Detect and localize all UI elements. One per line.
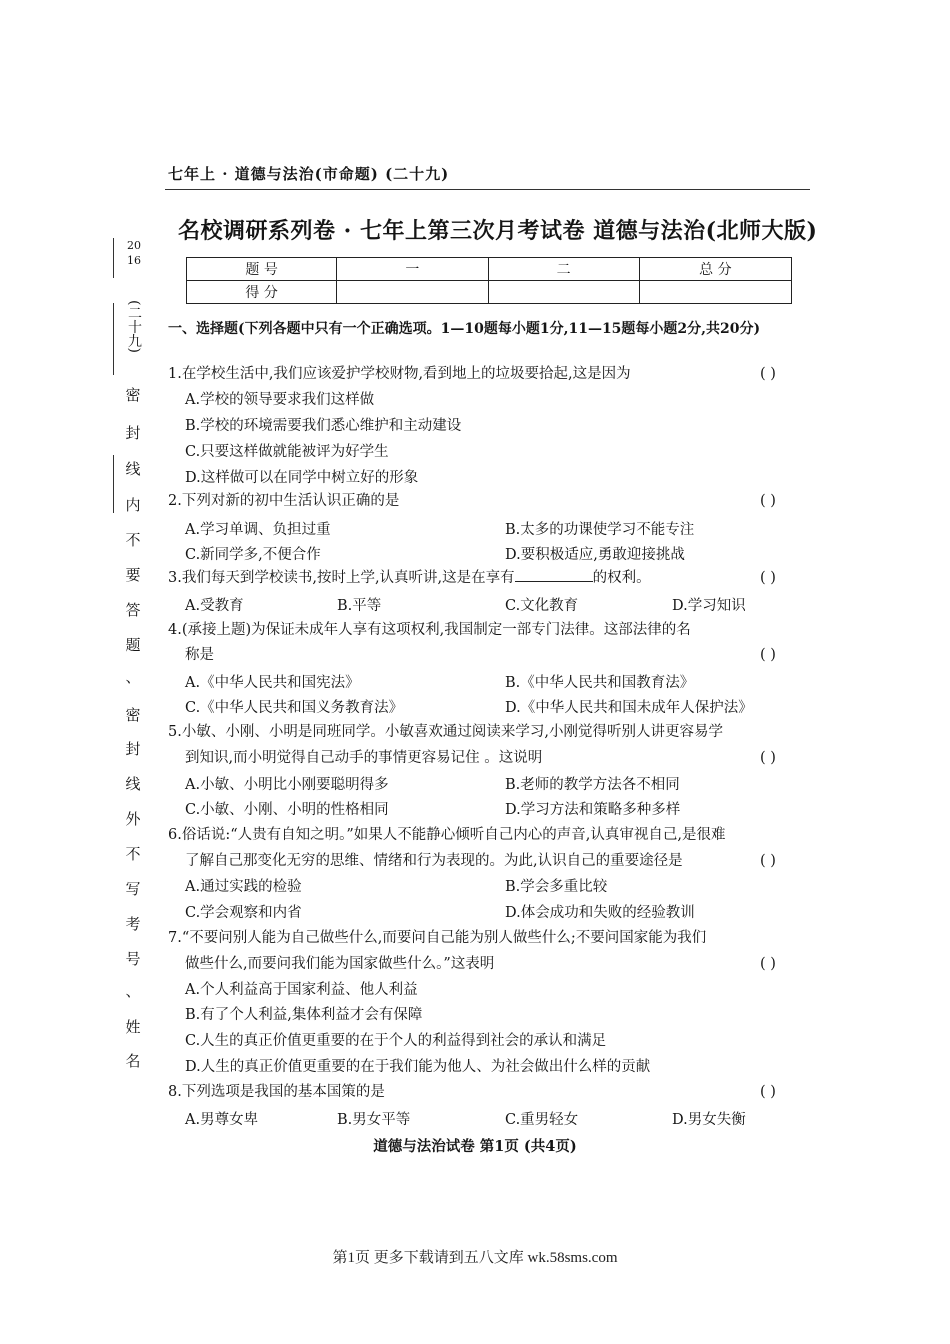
side-char: 姓 [125, 1018, 141, 1036]
stem-text: 的权利。 [592, 570, 651, 586]
side-char: 不 [125, 531, 141, 549]
side-char: 封 [125, 424, 141, 442]
score-table-header-row [187, 258, 792, 281]
option-a[interactable]: A.《中华人民共和国宪法》 [185, 675, 360, 691]
side-char: 答 [125, 601, 141, 619]
side-year: 2016 [127, 239, 141, 267]
question-stem: 8.下列选项是我国的基本国策的是 [168, 1084, 385, 1100]
question-stem: 5.小敏、小刚、小明是同班同学。小敏喜欢通过阅读来学习,小刚觉得听别人讲更容易学 [168, 724, 723, 740]
score-input-cell[interactable] [488, 281, 639, 304]
answer-blank[interactable]: ( ) [760, 853, 776, 869]
answer-blank[interactable]: ( ) [760, 493, 776, 509]
option-c[interactable]: C.新同学多,不便合作 [185, 547, 321, 563]
question-stem-cont: 了解自己那变化无穷的思维、情绪和行为表现的。为此,认识自己的重要途径是 [185, 853, 683, 869]
side-char: 、 [125, 668, 141, 686]
answer-blank[interactable]: ( ) [760, 366, 776, 382]
side-char: 考 [125, 915, 141, 933]
answer-blank[interactable]: ( ) [760, 956, 776, 972]
question-stem: 2.下列对新的初中生活认识正确的是 [168, 493, 400, 509]
question-stem-cont: 到知识,而小明觉得自己动手的事情更容易记住 。这说明 [185, 750, 543, 766]
side-char: 、 [125, 982, 141, 1000]
option-d[interactable]: D.这样做可以在同学中树立好的形象 [185, 470, 419, 486]
option-d[interactable]: D.要积极适应,勇敢迎接挑战 [505, 547, 685, 563]
score-cell: 二 [488, 258, 639, 281]
option-a[interactable]: A.受教育 [185, 598, 244, 614]
score-table [186, 257, 792, 304]
option-c[interactable]: C.人生的真正价值更重要的在于个人的利益得到社会的承认和满足 [185, 1033, 607, 1049]
side-char: 号 [125, 950, 141, 968]
score-cell: 一 [337, 258, 488, 281]
question-stem: 7.“不要问别人能为自己做些什么,而要问自己能为别人做些什么;不要问国家能为我们 [168, 930, 707, 946]
side-char: 不 [125, 845, 141, 863]
answer-blank[interactable]: ( ) [760, 570, 776, 586]
option-c[interactable]: C.《中华人民共和国义务教育法》 [185, 700, 404, 716]
option-b[interactable]: B.学会多重比较 [505, 879, 608, 895]
side-char: 题 [125, 636, 141, 654]
stem-text: 3.我们每天到学校读书,按时上学,认真听讲,这是在享有 [168, 570, 515, 586]
binding-bar [113, 238, 114, 278]
side-char: 密 [125, 706, 141, 724]
section-heading: 一、选择题(下列各题中只有一个正确选项。1—10题每小题1分,11—15题每小题2分,共20分) [168, 321, 761, 337]
score-cell: 得 分 [187, 281, 337, 304]
option-d[interactable]: D.男女失衡 [672, 1112, 746, 1128]
side-char: 封 [125, 740, 141, 758]
download-note: 第1页 更多下载请到五八文库 wk.58sms.com [332, 1250, 618, 1266]
option-c[interactable]: C.只要这样做就能被评为好学生 [185, 444, 389, 460]
option-a[interactable]: A.男尊女卑 [185, 1112, 259, 1128]
option-c[interactable]: C.文化教育 [505, 598, 579, 614]
question-stem-cont: 做些什么,而要问我们能为国家做些什么。”这表明 [185, 956, 495, 972]
answer-blank[interactable]: ( ) [760, 1084, 776, 1100]
answer-blank[interactable]: ( ) [760, 647, 776, 663]
answer-blank[interactable]: ( ) [760, 750, 776, 766]
option-a[interactable]: A.个人利益高于国家利益、他人利益 [185, 982, 418, 998]
side-char: 内 [125, 496, 141, 514]
option-c[interactable]: C.学会观察和内省 [185, 905, 302, 921]
question-stem [168, 566, 651, 591]
option-d[interactable]: D.人生的真正价值更重要的在于我们能为他人、为社会做出什么样的贡献 [185, 1059, 651, 1075]
side-char: 要 [125, 566, 141, 584]
option-b[interactable]: B.《中华人民共和国教育法》 [505, 675, 695, 691]
question-stem-cont: 称是 [185, 647, 214, 663]
option-b[interactable]: B.平等 [337, 598, 382, 614]
score-input-cell[interactable] [639, 281, 791, 304]
option-b[interactable]: B.学校的环境需要我们悉心维护和主动建设 [185, 418, 462, 434]
side-char: 线 [125, 460, 141, 478]
side-char: 外 [125, 810, 141, 828]
side-char: 密 [125, 386, 141, 404]
question-stem: 4.(承接上题)为保证未成年人享有这项权利,我国制定一部专门法律。这部法律的名 [168, 622, 691, 638]
side-number: (二十九) [126, 300, 142, 353]
exam-title: 名校调研系列卷 · 七年上第三次月考试卷 道德与法治(北师大版) [178, 218, 818, 244]
binding-bar [113, 455, 114, 513]
binding-bar [113, 303, 114, 375]
option-d[interactable]: D.《中华人民共和国未成年人保护法》 [505, 700, 753, 716]
option-c[interactable]: C.小敏、小刚、小明的性格相同 [185, 802, 389, 818]
page-footer: 道德与法治试卷 第1页 (共4页) [373, 1138, 577, 1155]
score-cell: 总 分 [639, 258, 791, 281]
option-a[interactable]: A.通过实践的检验 [185, 879, 302, 895]
option-d[interactable]: D.体会成功和失败的经验教训 [505, 905, 695, 921]
option-b[interactable]: B.老师的教学方法各不相同 [505, 777, 680, 793]
option-c[interactable]: C.重男轻女 [505, 1112, 579, 1128]
option-a[interactable]: A.学校的领导要求我们这样做 [185, 392, 375, 408]
option-b[interactable]: B.太多的功课使学习不能专注 [505, 522, 695, 538]
option-d[interactable]: D.学习方法和策略多种多样 [505, 802, 681, 818]
score-cell: 题 号 [187, 258, 337, 281]
fill-blank[interactable] [515, 567, 593, 582]
side-char: 名 [125, 1052, 141, 1070]
option-a[interactable]: A.小敏、小明比小刚要聪明得多 [185, 777, 389, 793]
question-stem: 1.在学校生活中,我们应该爱护学校财物,看到地上的垃圾要拾起,这是因为 [168, 366, 631, 382]
option-d[interactable]: D.学习知识 [672, 598, 746, 614]
header-divider [165, 189, 810, 190]
option-a[interactable]: A.学习单调、负担过重 [185, 522, 331, 538]
side-char: 写 [125, 880, 141, 898]
score-input-cell[interactable] [337, 281, 488, 304]
question-stem: 6.俗话说:“人贵有自知之明。”如果人不能静心倾听自己内心的声音,认真审视自己,是很难 [168, 827, 726, 843]
paper-header: 七年上 · 道德与法治(市命题) (二十九) [168, 165, 450, 183]
option-b[interactable]: B.有了个人利益,集体利益才会有保障 [185, 1007, 423, 1023]
option-b[interactable]: B.男女平等 [337, 1112, 411, 1128]
score-table-score-row [187, 281, 792, 304]
side-char: 线 [125, 775, 141, 793]
